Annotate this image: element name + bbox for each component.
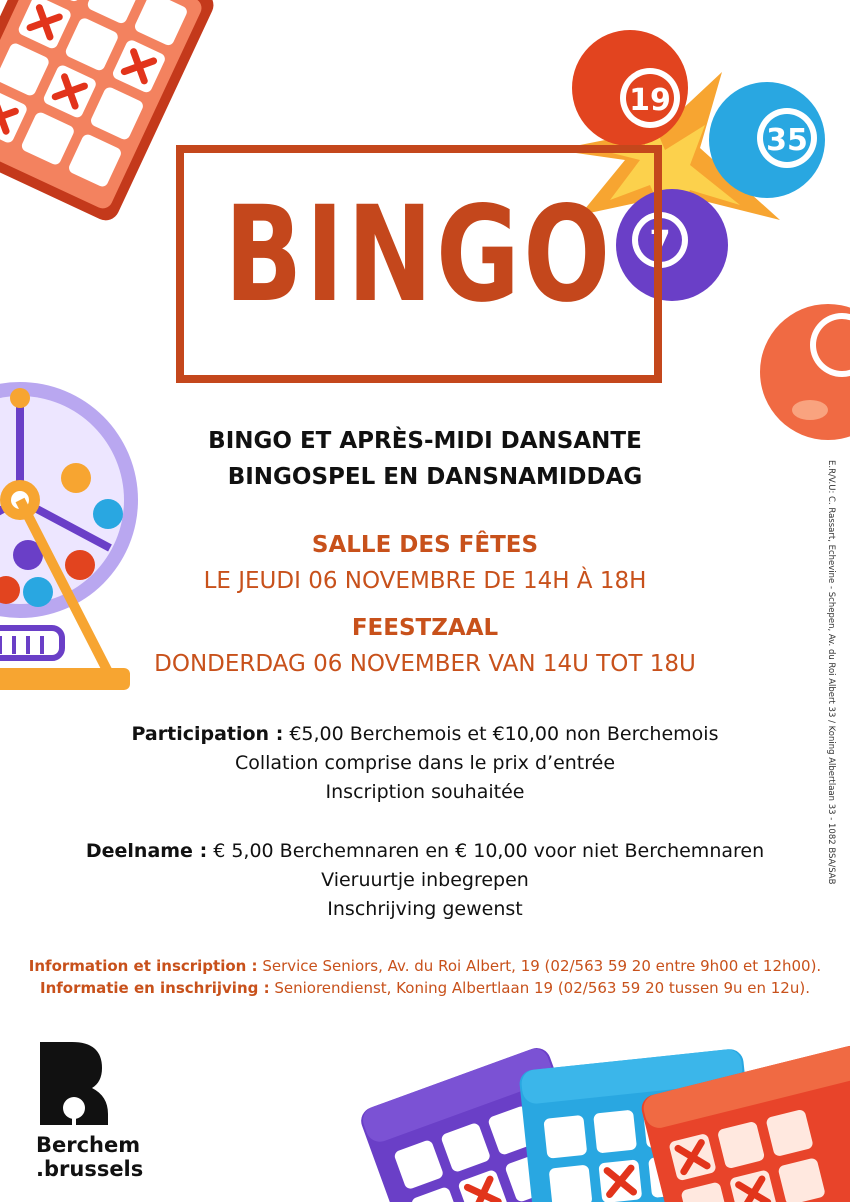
participation-fr-text: €5,00 Berchemois et €10,00 non Berchemois	[283, 723, 719, 745]
info-nl	[0, 976, 850, 1000]
logo-line2: .brussels	[36, 1157, 144, 1181]
event-name-fr: BINGO ET APRÈS-MIDI DANSANTE	[208, 428, 642, 454]
info-nl-label: Informatie en inschrijving :	[40, 979, 270, 997]
participation-nl	[0, 837, 850, 866]
logo-line1: Berchem	[36, 1133, 141, 1157]
venue-fr: SALLE DES FÊTES	[311, 532, 539, 558]
info-nl-text: Seniorendienst, Koning Albertlaan 19 (02/563 59 20 tussen 9u en 12u).	[269, 979, 810, 997]
info-fr	[0, 954, 850, 978]
berchem-logo-icon	[40, 1042, 108, 1128]
participation-fr-line2: Collation comprise dans le prix d’entrée	[234, 752, 616, 774]
bingo-ball-35-icon	[709, 82, 825, 198]
bingo-ball-19-icon	[572, 30, 688, 146]
participation-nl-label: Deelname :	[85, 840, 208, 862]
date-fr: LE JEUDI 06 NOVEMBRE DE 14H À 18H	[203, 568, 647, 594]
svg-text:7: 7	[649, 225, 671, 260]
publisher-note: E.R/V.U: C. Rassart, Echevine - Schepen, Av. du Roi Albert 33 / Koning Albertlaan 33 - 1082 BSA/SAB	[826, 460, 836, 885]
participation-nl-text: € 5,00 Berchemnaren en € 10,00 voor niet Berchemnaren	[207, 840, 765, 862]
poster-title: BINGO	[224, 178, 614, 332]
event-name-nl: BINGOSPEL EN DANSNAMIDDAG	[227, 464, 643, 490]
logo-text	[36, 1133, 143, 1181]
participation-nl-line3: Inschrijving gewenst	[327, 898, 523, 920]
participation-fr-line3: Inscription souhaitée	[325, 781, 525, 803]
participation-fr-label: Participation :	[131, 723, 284, 745]
date-nl: DONDERDAG 06 NOVEMBER VAN 14U TOT 18U	[154, 651, 696, 677]
svg-text:19: 19	[629, 83, 671, 118]
participation-nl-line2: Vieruurtje inbegrepen	[321, 869, 529, 891]
info-fr-text: Service Seniors, Av. du Roi Albert, 19 (02/563 59 20 entre 9h00 et 12h00).	[257, 957, 822, 975]
info-fr-label: Information et inscription :	[28, 957, 258, 975]
svg-text:35: 35	[766, 123, 808, 158]
bingo-ball-10-icon	[760, 304, 850, 440]
participation-fr	[0, 720, 850, 749]
venue-nl: FEESTZAAL	[351, 615, 499, 641]
